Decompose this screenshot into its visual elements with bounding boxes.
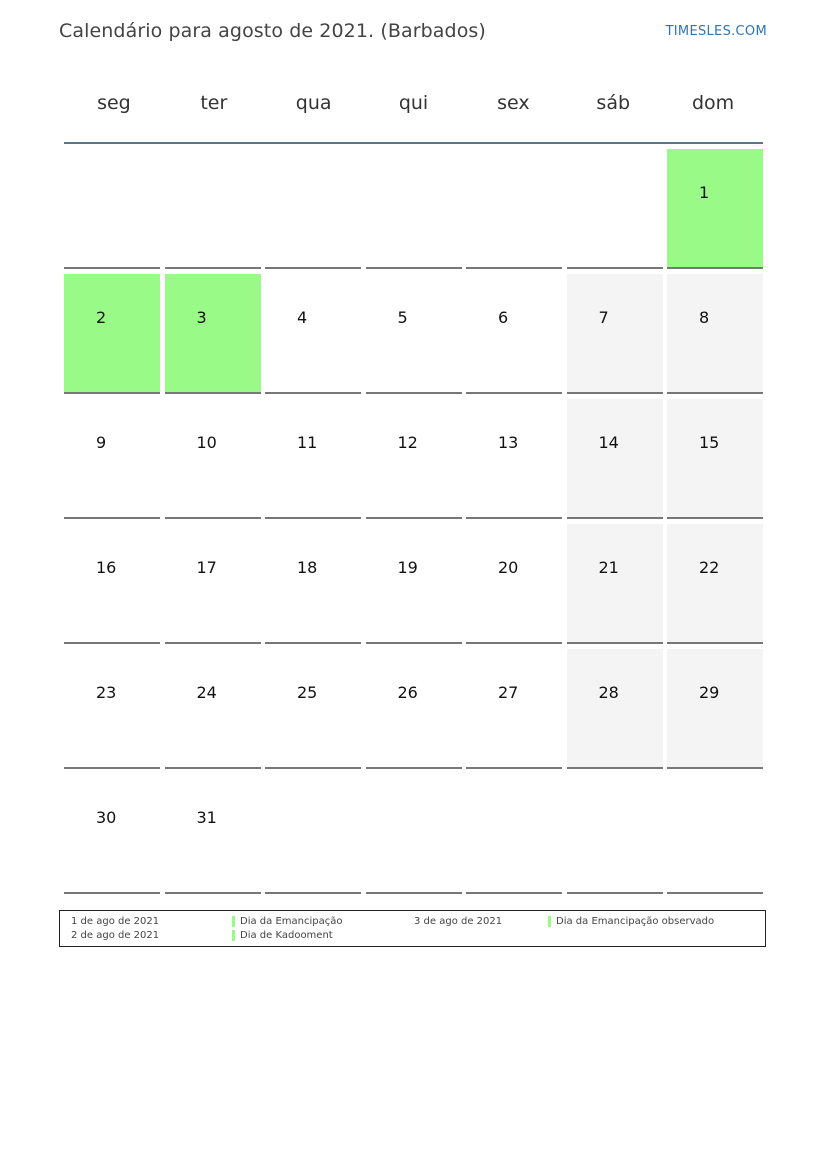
- header-divider: [64, 142, 763, 144]
- day-cell[interactable]: [466, 399, 562, 519]
- day-cell[interactable]: [366, 649, 462, 769]
- day-number: 19: [397, 558, 418, 577]
- day-number: 31: [196, 808, 217, 827]
- day-cell[interactable]: [567, 274, 663, 394]
- day-number: 27: [498, 683, 519, 702]
- page-title: Calendário para agosto de 2021. (Barbados): [59, 20, 486, 42]
- day-cell[interactable]: [165, 774, 261, 894]
- empty-day-cell: [667, 774, 763, 894]
- day-number: 16: [96, 558, 117, 577]
- legend-date: 3 de ago de 2021: [414, 916, 503, 927]
- empty-day-cell: [64, 149, 160, 269]
- day-number: 12: [397, 433, 418, 452]
- day-number: 6: [498, 308, 509, 327]
- day-cell[interactable]: [667, 524, 763, 644]
- day-number: 13: [498, 433, 519, 452]
- legend-date: 1 de ago de 2021: [71, 916, 160, 927]
- day-number: 5: [397, 308, 408, 327]
- day-cell[interactable]: [165, 274, 261, 394]
- day-cell[interactable]: [366, 274, 462, 394]
- day-cell[interactable]: [64, 399, 160, 519]
- empty-day-cell: [265, 149, 361, 269]
- day-number: 15: [699, 433, 720, 452]
- day-number: 8: [699, 308, 710, 327]
- legend-date: 2 de ago de 2021: [71, 930, 160, 941]
- day-number: 25: [297, 683, 318, 702]
- day-cell[interactable]: [265, 274, 361, 394]
- day-cell[interactable]: [466, 524, 562, 644]
- holiday-marker: [548, 916, 551, 927]
- day-cell[interactable]: [265, 649, 361, 769]
- day-number: 17: [196, 558, 217, 577]
- day-number: 23: [96, 683, 117, 702]
- weekday-label: ter: [200, 92, 228, 114]
- day-cell[interactable]: [64, 774, 160, 894]
- day-number: 14: [598, 433, 619, 452]
- brand-link[interactable]: TIMESLES.COM: [665, 24, 767, 39]
- legend-holiday-name: Dia de Kadooment: [240, 930, 333, 941]
- day-number: 29: [699, 683, 720, 702]
- day-cell[interactable]: [165, 649, 261, 769]
- day-cell[interactable]: [667, 399, 763, 519]
- day-number: 10: [196, 433, 217, 452]
- empty-day-cell: [165, 149, 261, 269]
- day-cell[interactable]: [64, 649, 160, 769]
- day-number: 20: [498, 558, 519, 577]
- weekday-label: qua: [295, 92, 332, 114]
- day-number: 26: [397, 683, 418, 702]
- day-cell[interactable]: [366, 399, 462, 519]
- calendar: [64, 70, 763, 899]
- weekday-label: sáb: [596, 92, 631, 114]
- day-cell[interactable]: [667, 149, 763, 269]
- day-cell[interactable]: [265, 524, 361, 644]
- weekday-label: seg: [97, 92, 131, 114]
- empty-day-cell: [265, 774, 361, 894]
- day-number: 21: [598, 558, 619, 577]
- day-cell[interactable]: [64, 274, 160, 394]
- day-number: 3: [196, 308, 207, 327]
- legend-holiday-name: Dia da Emancipação: [240, 916, 343, 927]
- holiday-marker: [232, 916, 235, 927]
- week-row: [64, 524, 763, 649]
- week-row: [64, 149, 763, 274]
- day-cell[interactable]: [366, 524, 462, 644]
- legend-holiday-name: Dia da Emancipação observado: [556, 916, 715, 927]
- day-cell[interactable]: [667, 274, 763, 394]
- week-row: [64, 399, 763, 524]
- day-cell[interactable]: [265, 399, 361, 519]
- day-number: 22: [699, 558, 720, 577]
- day-cell[interactable]: [64, 524, 160, 644]
- day-number: 9: [96, 433, 107, 452]
- day-cell[interactable]: [165, 399, 261, 519]
- day-number: 28: [598, 683, 619, 702]
- day-number: 18: [297, 558, 318, 577]
- day-number: 2: [96, 308, 107, 327]
- day-number: 11: [297, 433, 318, 452]
- day-number: 7: [598, 308, 609, 327]
- weekday-label: qui: [398, 92, 429, 114]
- empty-day-cell: [567, 774, 663, 894]
- empty-day-cell: [366, 774, 462, 894]
- week-row: [64, 274, 763, 399]
- holiday-legend: [59, 910, 766, 947]
- day-number: 1: [699, 183, 710, 202]
- week-row: [64, 774, 763, 899]
- empty-day-cell: [567, 149, 663, 269]
- week-row: [64, 649, 763, 774]
- empty-day-cell: [466, 149, 562, 269]
- day-cell[interactable]: [165, 524, 261, 644]
- day-number: 4: [297, 308, 308, 327]
- empty-day-cell: [366, 149, 462, 269]
- day-grid: [64, 149, 763, 899]
- day-cell[interactable]: [466, 274, 562, 394]
- day-cell[interactable]: [567, 399, 663, 519]
- weekday-label: sex: [497, 92, 530, 114]
- empty-day-cell: [466, 774, 562, 894]
- holiday-marker: [232, 930, 235, 941]
- weekday-label: dom: [691, 92, 735, 114]
- day-cell[interactable]: [567, 649, 663, 769]
- day-cell[interactable]: [567, 524, 663, 644]
- day-cell[interactable]: [667, 649, 763, 769]
- weekday-header: [64, 70, 763, 142]
- day-number: 30: [96, 808, 117, 827]
- day-cell[interactable]: [466, 649, 562, 769]
- day-number: 24: [196, 683, 217, 702]
